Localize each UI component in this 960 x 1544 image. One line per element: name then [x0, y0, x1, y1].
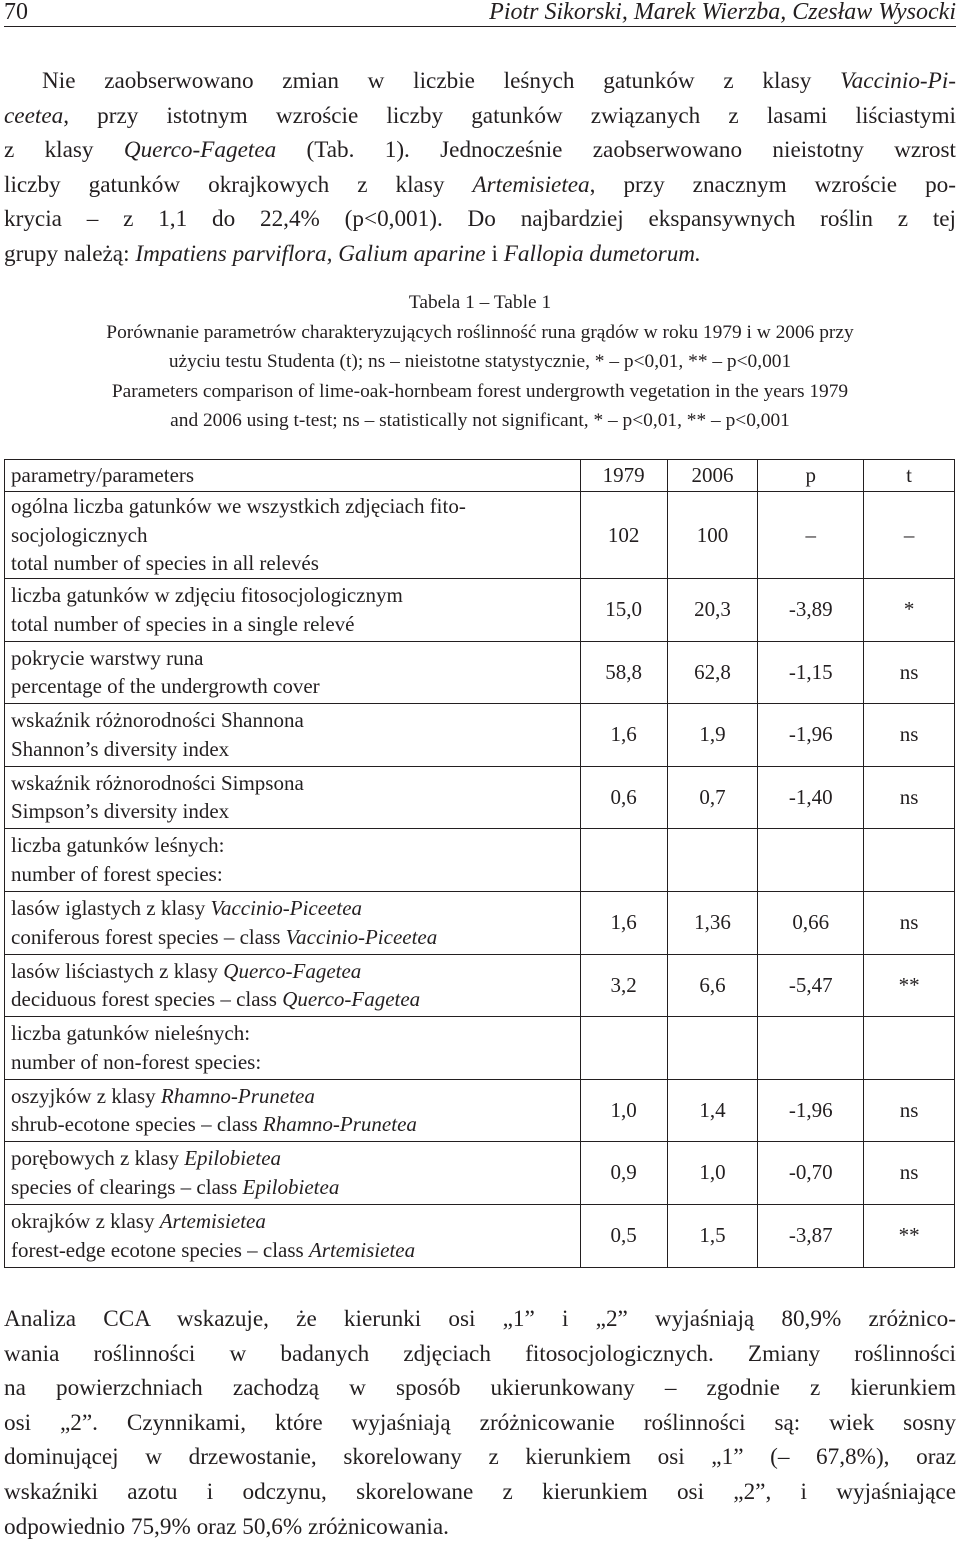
text-run: number of non-forest species:	[11, 1049, 262, 1074]
text-run: lasów liściastych z klasy	[11, 958, 224, 983]
value-p: 0,66	[758, 891, 864, 954]
value-2006: 0,7	[667, 766, 758, 828]
text-run: Nie zaobserwowano zmian w liczbie leśnych gatunków z klasy	[42, 68, 841, 94]
table-row	[5, 1204, 955, 1267]
value-p	[758, 1016, 864, 1079]
value-p: –	[758, 492, 864, 579]
value-t: **	[864, 954, 955, 1016]
value-t	[864, 1016, 955, 1079]
value-1979: 58,8	[580, 641, 667, 703]
parameter-label	[5, 1016, 581, 1079]
parameter-label-line	[11, 1019, 574, 1048]
parameter-label-line	[11, 894, 574, 923]
table-row	[5, 766, 955, 828]
parameter-label-line	[11, 672, 574, 701]
text-run: Simpson’s diversity index	[11, 799, 230, 823]
parameter-label-line	[11, 521, 574, 550]
table-row	[5, 954, 955, 1016]
parameter-label-line	[11, 706, 574, 735]
caption-english-line-2: and 2006 using t-test; ns – statistically not significant, * – p<0,01, ** – p<0,001	[170, 410, 790, 431]
value-2006: 20,3	[667, 578, 758, 641]
parameter-label-line	[11, 1082, 574, 1111]
italic-taxon-name: Querco-Fagetea	[223, 958, 362, 983]
italic-taxon-name: Querco-Fagetea	[282, 987, 421, 1011]
value-p: -1,96	[758, 1079, 864, 1141]
table-header-row	[5, 460, 955, 492]
value-p: -1,96	[758, 703, 864, 766]
parameter-label-line	[11, 581, 574, 610]
italic-taxon-name: Epilobietea	[242, 1174, 340, 1199]
parameter-label	[5, 954, 581, 1016]
document-page	[4, 0, 956, 1540]
table-row	[5, 1016, 955, 1079]
text-run: deciduous forest species – class	[11, 987, 283, 1011]
text-run: liczba gatunków w zdjęciu fitosocjologicznym	[11, 583, 403, 607]
italic-taxon-name: Artemisietea	[308, 1237, 416, 1262]
column-header-parameters: parametry/parameters	[5, 460, 581, 492]
text-run: grupy należą:	[4, 240, 136, 267]
italic-taxon-name: Rhamno-Prunetea	[262, 1112, 417, 1136]
paragraph-line	[4, 99, 956, 134]
value-1979: 0,6	[580, 766, 667, 828]
parameter-label	[5, 828, 581, 891]
text-run: shrub-ecotone species – class	[11, 1112, 263, 1136]
table-row	[5, 828, 955, 891]
parameter-label-line	[11, 797, 574, 826]
table-row	[5, 703, 955, 766]
value-1979: 0,5	[580, 1204, 667, 1267]
text-run: pokrycie warstwy runa	[11, 645, 204, 670]
italic-taxon-name: Impatiens parviflora, Galium aparine	[135, 240, 486, 267]
parameter-label	[5, 492, 581, 579]
parameter-label-line	[11, 610, 574, 639]
text-run: liczba gatunków nieleśnych:	[11, 1021, 251, 1045]
value-t: ns	[864, 891, 955, 954]
value-t: *	[864, 578, 955, 641]
value-p: -1,15	[758, 641, 864, 703]
intro-paragraph	[4, 64, 956, 272]
italic-taxon-name: Vaccinio-Piceetea	[210, 896, 363, 920]
parameter-label	[5, 641, 581, 703]
text-run: i	[485, 240, 504, 267]
value-2006: 100	[667, 492, 758, 579]
analysis-paragraph	[4, 1302, 956, 1544]
value-1979: 1,6	[580, 703, 667, 766]
value-t: ns	[864, 703, 955, 766]
paragraph-line: dominującej w drzewostanie, skorelowany z kierunkiem osi „1” (– 67,8%), oraz	[4, 1444, 956, 1471]
value-p: -5,47	[758, 954, 864, 1016]
value-1979	[580, 1016, 667, 1079]
caption-label: Tabela 1 – Table 1	[408, 292, 552, 313]
text-run: total number of species in all relevés	[11, 551, 319, 575]
parameter-label-line	[11, 492, 574, 521]
value-t: ns	[864, 766, 955, 828]
text-run: liczby gatunków okrajkowych z klasy	[4, 171, 473, 198]
page-number: 70	[4, 0, 28, 25]
paragraph-line	[4, 64, 956, 99]
paragraph-line	[4, 133, 956, 168]
text-run: Shannon’s diversity index	[11, 736, 230, 761]
parameter-label-line	[11, 1207, 574, 1236]
value-2006: 1,5	[667, 1204, 758, 1267]
caption-english-line-1: Parameters comparison of lime-oak-hornbeam forest undergrowth vegetation in the years 1979	[111, 380, 849, 402]
value-2006: 1,36	[667, 891, 758, 954]
table-row	[5, 1141, 955, 1204]
column-header-t: t	[864, 460, 955, 492]
value-1979: 102	[580, 492, 667, 579]
parameter-label	[5, 578, 581, 641]
table-row	[5, 1079, 955, 1141]
value-p: -0,70	[758, 1141, 864, 1204]
data-table	[4, 459, 955, 1268]
parameter-label	[5, 891, 581, 954]
caption-polish-line-2: użyciu testu Studenta (t); ns – nieistotne statystycznie, * – p<0,01, ** – p<0,001	[168, 351, 792, 372]
parameter-label	[5, 1079, 581, 1141]
text-run: , przy znacznym wzroście po-	[589, 171, 956, 198]
text-run: ogólna liczba gatunków we wszystkich zdjęciach fito-	[11, 494, 466, 518]
parameter-label-line	[11, 549, 574, 578]
value-2006: 6,6	[667, 954, 758, 1016]
parameter-label-line	[11, 957, 574, 986]
italic-taxon-name: Fallopia dumetorum.	[503, 240, 701, 267]
value-1979: 0,9	[580, 1141, 667, 1204]
value-t: –	[864, 492, 955, 579]
column-header-2006: 2006	[667, 460, 758, 492]
text-run: porębowych z klasy	[11, 1146, 185, 1170]
value-2006: 1,9	[667, 703, 758, 766]
value-2006: 1,4	[667, 1079, 758, 1141]
text-run: lasów iglastych z klasy	[11, 896, 211, 920]
paragraph-line: wskaźniki azotu i odczynu, skorelowane z kierunkiem osi „2”, i wyjaśniające	[4, 1478, 956, 1505]
parameter-label-line	[11, 860, 574, 889]
value-p: -3,89	[758, 578, 864, 641]
value-t	[864, 828, 955, 891]
parameter-label-line	[11, 923, 574, 952]
value-2006	[667, 828, 758, 891]
parameter-label	[5, 1204, 581, 1267]
running-header-authors: Piotr Sikorski, Marek Wierzba, Czesław Wysocki	[489, 0, 956, 25]
value-t: ns	[864, 641, 955, 703]
paragraph-line	[4, 168, 956, 203]
parameter-label-line	[11, 1110, 574, 1139]
table-row	[5, 891, 955, 954]
italic-taxon-name: Querco-Fagetea	[123, 137, 277, 164]
parameter-label	[5, 766, 581, 828]
italic-taxon-name: ceetea	[4, 102, 64, 129]
italic-taxon-name: Artemisietea	[472, 171, 590, 198]
value-p	[758, 828, 864, 891]
table-row	[5, 641, 955, 703]
parameter-label-line	[11, 1048, 574, 1077]
text-run: number of forest species:	[11, 861, 223, 886]
text-run: liczba gatunków leśnych:	[11, 833, 225, 857]
paragraph-line: Analiza CCA wskazuje, że kierunki osi „1” i „2” wyjaśniają 80,9% zróżnico-	[4, 1306, 956, 1332]
paragraph-line: na powierzchniach zachodzą w sposób ukierunkowany – zgodnie z kierunkiem	[4, 1375, 956, 1402]
text-run: percentage of the undergrowth cover	[11, 674, 320, 698]
parameter-label	[5, 703, 581, 766]
italic-taxon-name: Artemisietea	[159, 1209, 266, 1233]
paragraph-line: wania roślinności w badanych zdjęciach fitosocjologicznych. Zmiany roślinności	[4, 1340, 956, 1367]
text-run: , przy istotnym wzroście liczby gatunków związanych z lasami liściastymi	[63, 102, 956, 129]
value-t: ns	[864, 1141, 955, 1204]
running-header	[4, 0, 956, 27]
paragraph-line: odpowiednio 75,9% oraz 50,6% zróżnicowania.	[4, 1513, 449, 1540]
text-run: socjologicznych	[11, 522, 148, 547]
table-caption	[4, 288, 956, 436]
parameter-label-line	[11, 1236, 574, 1265]
parameter-label	[5, 1141, 581, 1204]
value-p: -3,87	[758, 1204, 864, 1267]
value-1979: 1,0	[580, 1079, 667, 1141]
text-run: (Tab. 1). Jednocześnie zaobserwowano nieistotny wzrost	[276, 137, 956, 164]
text-run: coniferous forest species – class	[11, 924, 286, 949]
italic-taxon-name: Rhamno-Prunetea	[160, 1083, 315, 1108]
paragraph-line	[4, 237, 956, 272]
text-run: wskaźnik różnorodności Simpsona	[11, 770, 304, 795]
value-1979: 1,6	[580, 891, 667, 954]
value-2006: 1,0	[667, 1141, 758, 1204]
text-run: species of clearings – class	[11, 1174, 243, 1199]
text-run: krycia – z 1,1 do 22,4% (p<0,001). Do najbardziej ekspansywnych roślin z tej	[4, 206, 956, 233]
italic-taxon-name: Vaccinio-Piceetea	[285, 924, 438, 949]
text-run: wskaźnik różnorodności Shannona	[11, 708, 304, 732]
paragraph-line	[4, 202, 956, 237]
table-row	[5, 492, 955, 579]
column-header-p: p	[758, 460, 864, 492]
value-t: ns	[864, 1079, 955, 1141]
value-t: **	[864, 1204, 955, 1267]
parameter-label-line	[11, 1144, 574, 1173]
parameter-label-line	[11, 735, 574, 764]
parameter-label-line	[11, 831, 574, 860]
text-run: okrajków z klasy	[11, 1209, 160, 1233]
value-2006	[667, 1016, 758, 1079]
parameter-label-line	[11, 1173, 574, 1202]
text-run: total number of species in a single relevé	[11, 611, 355, 636]
italic-taxon-name: Epilobietea	[184, 1146, 282, 1170]
italic-taxon-name: Vaccinio-Pi-	[840, 68, 956, 94]
text-run: oszyjków z klasy	[11, 1083, 161, 1108]
caption-polish-line-1: Porównanie parametrów charakteryzujących roślinność runa grądów w roku 1979 i w 2006 przy	[106, 321, 854, 343]
text-run: forest-edge ecotone species – class	[11, 1237, 309, 1262]
value-2006: 62,8	[667, 641, 758, 703]
parameter-label-line	[11, 985, 574, 1014]
value-1979: 3,2	[580, 954, 667, 1016]
value-1979	[580, 828, 667, 891]
paragraph-line: osi „2”. Czynnikami, które wyjaśniają zróżnicowanie roślinności są: wiek sosny	[4, 1409, 956, 1436]
value-1979: 15,0	[580, 578, 667, 641]
parameter-label-line	[11, 769, 574, 798]
value-p: -1,40	[758, 766, 864, 828]
parameter-label-line	[11, 644, 574, 673]
table-row	[5, 578, 955, 641]
column-header-1979: 1979	[580, 460, 667, 492]
text-run: z klasy	[4, 137, 124, 164]
